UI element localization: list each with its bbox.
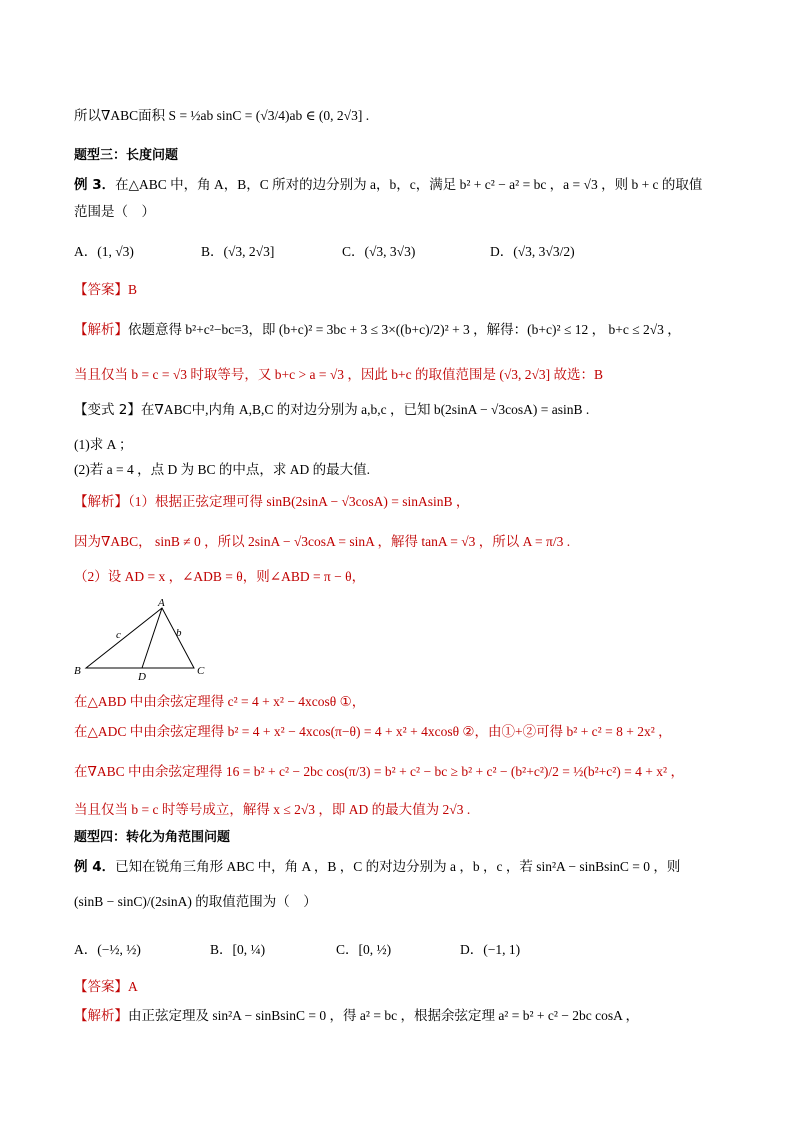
option-c: C．[0, ½) bbox=[336, 942, 392, 957]
example-label: 例 3． bbox=[74, 177, 116, 193]
variant-2-solution-6: 在∇ABC 中由余弦定理得 16 = b² + c² − 2bc cos(π/3) = b² + c² − bc ≥ b² + c² − (b²+c²)/2 = ½(b²+c²) = 4 + x² ， bbox=[74, 764, 684, 779]
variant-2-stem bbox=[74, 400, 724, 420]
variant-2-solution-7: 当且仅当 b = c 时等号成立，解得 x ≤ 2√3 ，即 AD 的最大值为 2√3 . bbox=[74, 802, 471, 817]
variant-text: 在∇ABC中,内角 A,B,C 的对边分别为 a,b,c ，已知 b(2sinA − √3cosA) = asinB . bbox=[140, 402, 590, 417]
section-heading-4: 题型四：转化为角范围问题 bbox=[74, 830, 231, 845]
side-c-label: c bbox=[116, 629, 121, 641]
variant-2-solution-2: 因为∇ABC， sinB ≠ 0 ，所以 2sinA − √3cosA = sinA ，解得 tanA = √3 ，所以 A = π/3 . bbox=[74, 534, 571, 549]
option-a: A．(−½, ½) bbox=[74, 942, 141, 957]
side-b-label: b bbox=[176, 627, 182, 639]
label-a: A bbox=[158, 597, 165, 609]
section-heading-3: 题型三：长度问题 bbox=[74, 148, 179, 163]
variant-tag: 【变式 2】 bbox=[74, 402, 141, 418]
option-d: D．(−1, 1) bbox=[460, 942, 521, 957]
answer-value: A bbox=[128, 979, 138, 994]
answer-tag: 【答案】 bbox=[74, 282, 128, 298]
variant-2-q1: (1)求 A ； bbox=[74, 437, 133, 452]
option-b: B．[0, ¼) bbox=[210, 942, 266, 957]
variant-2-solution-1 bbox=[74, 492, 724, 512]
answer-value: B bbox=[128, 282, 138, 297]
variant-2-q2: (2)若 a = 4 ，点 D 为 BC 的中点，求 AD 的最大值. bbox=[74, 462, 370, 477]
analysis-tag: 【解析】 bbox=[74, 322, 128, 338]
label-c: C bbox=[197, 665, 205, 677]
option-d: D．(√3, 3√3/2) bbox=[490, 244, 575, 259]
example-4-stem-cont: (sinB − sinC)/(2sinA) 的取值范围为（ ） bbox=[74, 894, 317, 909]
example-4-stem bbox=[74, 857, 724, 877]
answer-tag: 【答案】 bbox=[74, 979, 128, 995]
solution-text: 依题意得 b²+c²−bc=3，即 (b+c)² = 3bc + 3 ≤ 3×((b+c)/2)² + 3 ，解得：(b+c)² ≤ 12 ， b+c ≤ 2√3 ， bbox=[128, 322, 681, 337]
analysis-tag: 【解析】 bbox=[74, 494, 128, 510]
option-b: B．(√3, 2√3] bbox=[201, 244, 275, 259]
triangle-figure bbox=[72, 596, 212, 682]
area-conclusion: 所以∇ABC面积 S = ½ab sinC = (√3/4)ab ∈ (0, 2√3] . bbox=[74, 108, 370, 123]
solution-3-line-2: 当且仅当 b = c = √3 时取等号，又 b+c > a = √3 ，因此 b+c 的取值范围是 (√3, 2√3] 故选：B bbox=[74, 367, 604, 382]
label-d: D bbox=[138, 671, 146, 682]
solution-text: 由正弦定理及 sin²A − sinBsinC = 0 ，得 a² = bc ，根据余弦定理 a² = b² + c² − 2bc cosA ， bbox=[128, 1008, 640, 1023]
example-label: 例 4． bbox=[74, 859, 116, 875]
example-text: 在△ABC 中，角 A，B，C 所对的边分别为 a，b，c，满足 b² + c² − a² = bc ，a = √3 ，则 b + c 的取值 bbox=[115, 177, 703, 192]
answer-3 bbox=[74, 280, 724, 300]
variant-2-solution-3: （2）设 AD = x ，∠ADB = θ，则∠ABD = π − θ， bbox=[74, 569, 366, 584]
answer-4 bbox=[74, 977, 724, 997]
solution-3-line-1 bbox=[74, 320, 724, 340]
variant-2-solution-4: 在△ABD 中由余弦定理得 c² = 4 + x² − 4xcosθ ①， bbox=[74, 694, 366, 709]
solution-text: （1）根据正弦定理可得 sinB(2sinA − √3cosA) = sinAsinB ， bbox=[128, 494, 470, 509]
variant-2-solution-5: 在△ADC 中由余弦定理得 b² = 4 + x² − 4xcos(π−θ) = 4 + x² + 4xcosθ ②，由①+②可得 b² + c² = 8 + 2x² ， bbox=[74, 724, 672, 739]
label-b: B bbox=[74, 665, 81, 677]
example-3-stem-cont: 范围是（ ） bbox=[74, 204, 155, 220]
example-3-stem bbox=[74, 175, 724, 195]
analysis-tag: 【解析】 bbox=[74, 1008, 128, 1024]
option-a: A．(1, √3) bbox=[74, 244, 134, 259]
solution-4-line-1 bbox=[74, 1006, 724, 1026]
example-text: 已知在锐角三角形 ABC 中，角 A ，B ，C 的对边分别为 a ，b ，c ，若 sin²A − sinBsinC = 0 ，则 bbox=[115, 859, 681, 874]
option-c: C．(√3, 3√3) bbox=[342, 244, 416, 259]
